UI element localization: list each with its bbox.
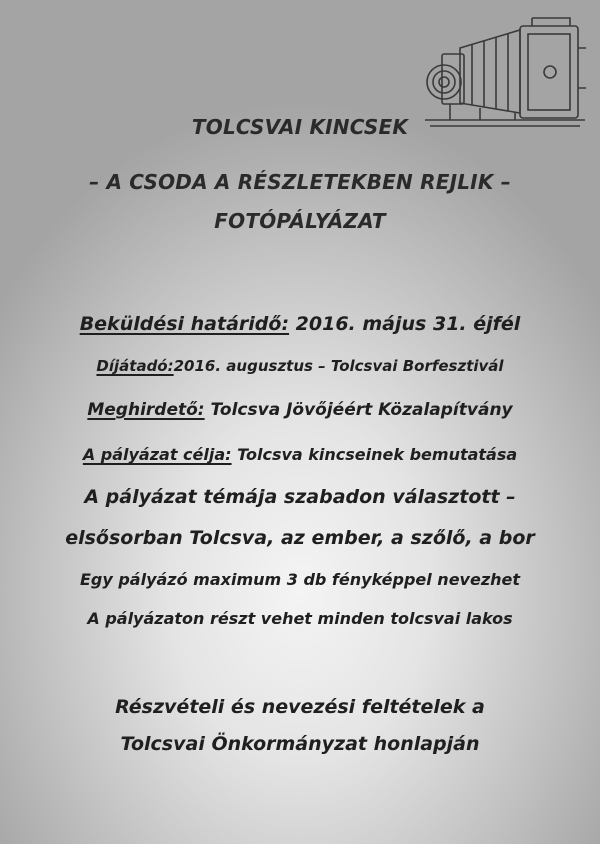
announcer-value: Tolcsva Jövőjéért Közalapítvány <box>210 400 513 420</box>
title-line-2: – A CSODA A RÉSZLETEKBEN REJLIK – <box>89 170 511 194</box>
rules-line-1: Egy pályázó maximum 3 db fényképpel nevezhet <box>79 570 521 589</box>
goal-value: Tolcsva kincseinek bemutatása <box>237 445 518 464</box>
deadline-label: Beküldési határidő: <box>79 313 290 335</box>
award-label: Díjátadó: <box>96 357 174 375</box>
award-value: 2016. augusztus – Tolcsvai Borfesztivál <box>173 357 504 375</box>
title-line-1: TOLCSVAI KINCSEK <box>191 115 409 139</box>
goal-label: A pályázat célja: <box>82 445 232 464</box>
theme-line-1: A pályázat témája szabadon választott – <box>84 486 516 508</box>
goal-row <box>0 445 600 464</box>
footer-line-1: Részvételi és nevezési feltételek a <box>115 696 485 718</box>
title-line-3: FOTÓPÁLYÁZAT <box>214 209 386 233</box>
deadline-row <box>0 313 600 335</box>
announcer-label: Meghirdető: <box>87 400 205 420</box>
award-row <box>0 357 600 375</box>
announcer-row <box>0 400 600 420</box>
theme-line-2: elsősorban Tolcsva, az ember, a szőlő, a bor <box>65 527 535 549</box>
footer-line-2: Tolcsvai Önkormányzat honlapján <box>120 733 480 755</box>
deadline-value: 2016. május 31. éjfél <box>295 313 521 335</box>
rules-line-2: A pályázaton részt vehet minden tolcsvai lakos <box>87 609 513 628</box>
